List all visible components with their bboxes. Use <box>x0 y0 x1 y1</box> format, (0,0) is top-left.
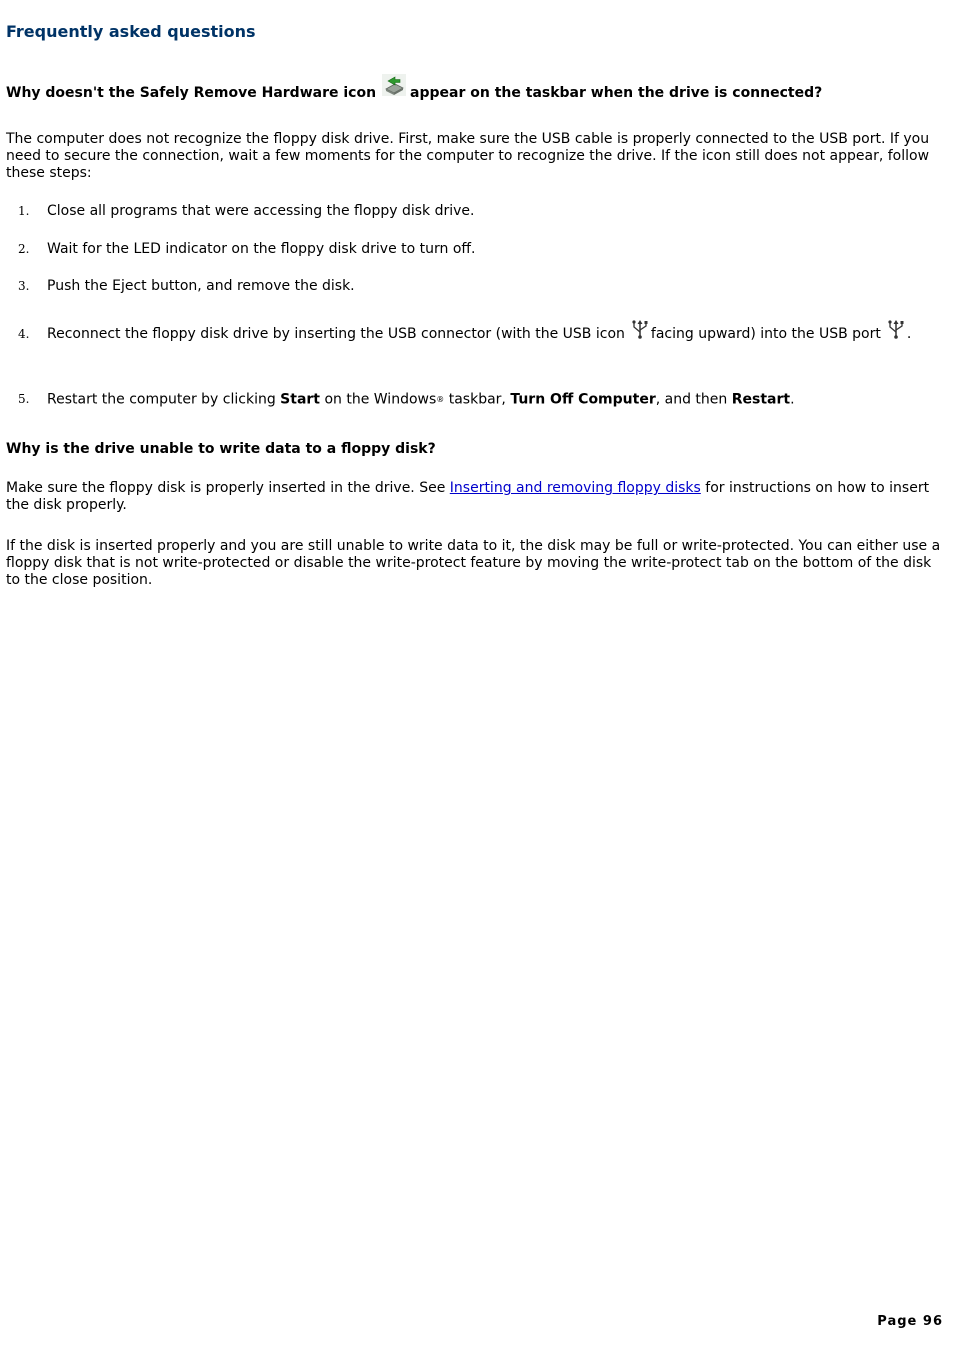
step-text <box>47 391 927 409</box>
faq-answer-2 <box>6 480 941 514</box>
step-5-text-mid2: taskbar, <box>448 391 506 408</box>
step-5-text-before: Restart the computer by clicking <box>47 391 276 408</box>
step-text: Wait for the LED indicator on the floppy disk drive to turn off. <box>47 241 476 257</box>
question-1-text-after: appear on the taskbar when the drive is connected? <box>410 85 823 101</box>
usb-icon <box>631 319 649 339</box>
step-number: 4. <box>18 327 30 341</box>
step-4-text-before: Reconnect the floppy disk drive by inserting the USB connector (with the USB icon <box>47 326 625 342</box>
step-text <box>47 320 927 349</box>
answer-2-text-after: for instructions on how to insert the disk properly. <box>6 480 930 513</box>
turn-off-computer-label: Turn Off Computer <box>510 391 656 408</box>
start-label: Start <box>280 391 320 408</box>
faq-answer-2-extra: If the disk is inserted properly and you are still unable to write data to it, the disk may be full or write-protected. You can either use a floppy disk that is not write-protected or disable the write-protect feature by moving the write-protect tab on the bottom of the disk to the close position. <box>6 538 941 588</box>
step-text: Push the Eject button, and remove the disk. <box>47 278 355 294</box>
step-number: 1. <box>18 204 30 218</box>
safely-remove-hardware-icon <box>382 74 406 96</box>
step-5-text-mid1: on the Windows <box>324 391 437 408</box>
step-text: Close all programs that were accessing the floppy disk drive. <box>47 203 475 219</box>
page-number: Page 96 <box>877 1314 943 1329</box>
step-number: 3. <box>18 279 30 293</box>
step-4-text-after: . <box>906 326 912 342</box>
faq-answer-1: The computer does not recognize the floppy disk drive. First, make sure the USB cable is properly connected to the USB port. If you need to secure the connection, wait a few moments for the computer to recognize the drive. If the icon still does not appear, follow these steps: <box>6 131 930 181</box>
step-5-text-mid3: , and then <box>655 391 728 408</box>
question-1-text-before: Why doesn't the Safely Remove Hardware icon <box>6 85 377 101</box>
restart-label: Restart <box>731 391 791 408</box>
faq-question-1 <box>6 82 822 104</box>
usb-icon <box>887 319 905 339</box>
step-5-text-after: . <box>790 391 795 408</box>
faq-question-2: Why is the drive unable to write data to a floppy disk? <box>6 441 436 457</box>
answer-2-text-before: Make sure the floppy disk is properly inserted in the drive. See <box>6 480 446 496</box>
registered-mark: ® <box>436 395 445 404</box>
step-number: 2. <box>18 242 30 256</box>
step-number: 5. <box>18 392 30 406</box>
inserting-removing-floppy-disks-link[interactable]: Inserting and removing floppy disks <box>449 480 701 496</box>
page-title: Frequently asked questions <box>6 22 256 41</box>
step-4-text-middle: facing upward) into the USB port <box>650 326 881 342</box>
